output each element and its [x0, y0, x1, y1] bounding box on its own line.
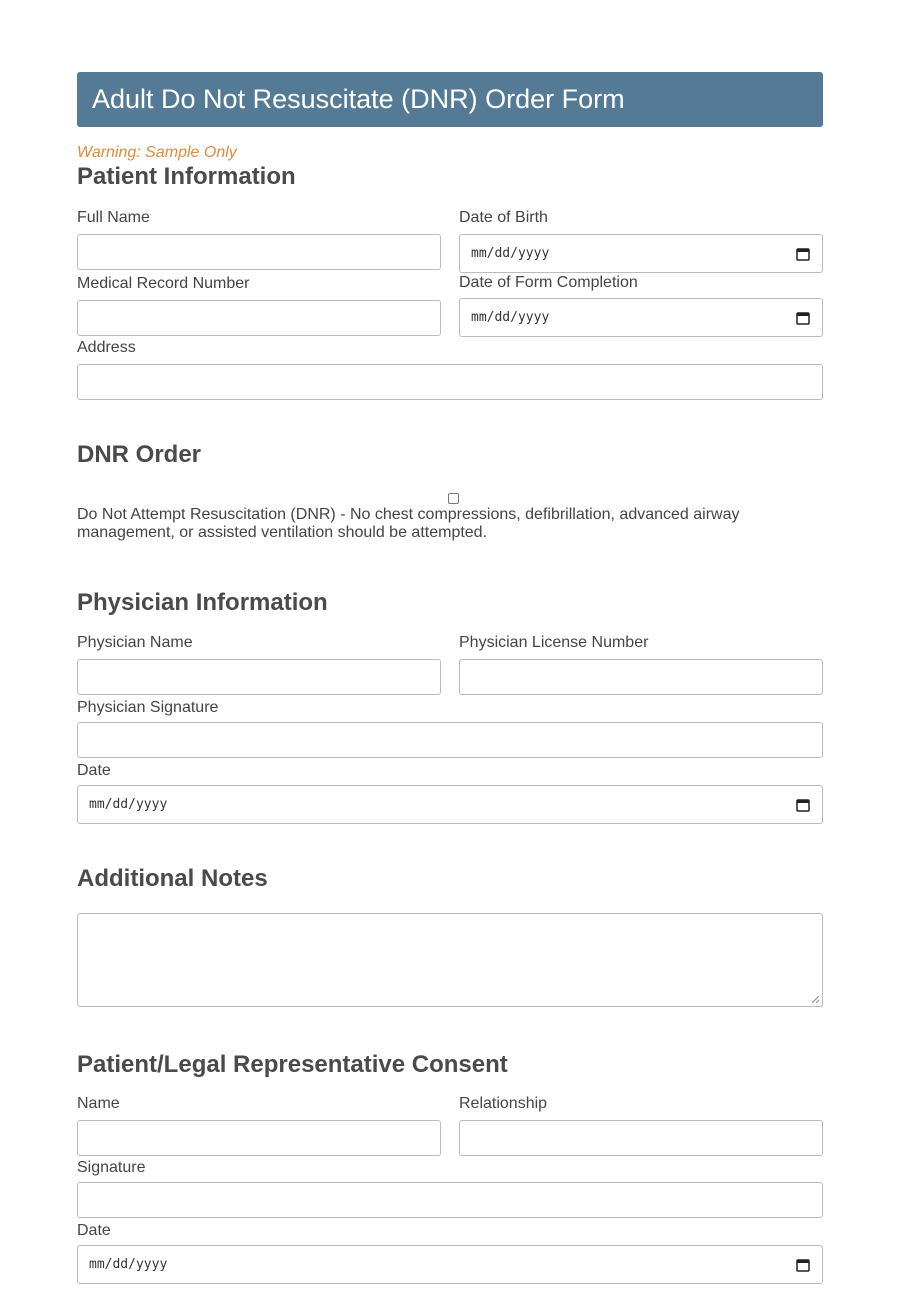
dnr-form: [77, 72, 823, 1284]
calendar-icon[interactable]: [796, 1258, 810, 1272]
consent-signature-input[interactable]: [77, 1182, 823, 1218]
full-name-input[interactable]: [77, 234, 441, 270]
dnr-description: Do Not Attempt Resuscitation (DNR) - No chest compressions, defibrillation, advanced airway management, or assisted ventilation should be attempted.: [77, 506, 740, 541]
mrn-label: Medical Record Number: [77, 275, 250, 292]
resize-handle-icon[interactable]: [811, 995, 820, 1004]
calendar-icon[interactable]: [796, 247, 810, 261]
consent-date-input[interactable]: [77, 1245, 823, 1284]
physician-date-input[interactable]: [77, 785, 823, 824]
physician-signature-label: Physician Signature: [77, 699, 219, 716]
notes-textarea[interactable]: [77, 913, 823, 1007]
dob-label: Date of Birth: [459, 209, 548, 226]
dob-date-input[interactable]: [459, 234, 823, 273]
dob-placeholder: mm/dd/yyyy: [471, 246, 550, 261]
calendar-icon[interactable]: [796, 798, 810, 812]
completion-date-label: Date of Form Completion: [459, 274, 638, 291]
dnr-checkbox[interactable]: [448, 493, 459, 504]
full-name-label: Full Name: [77, 209, 150, 226]
form-title: Adult Do Not Resuscitate (DNR) Order Form: [92, 84, 625, 114]
consent-date-placeholder: mm/dd/yyyy: [89, 1257, 168, 1272]
physician-date-placeholder: mm/dd/yyyy: [89, 797, 168, 812]
calendar-icon[interactable]: [796, 311, 810, 325]
completion-date-input[interactable]: [459, 298, 823, 337]
physician-license-input[interactable]: [459, 659, 823, 695]
relationship-label: Relationship: [459, 1095, 548, 1112]
physician-section-heading: Physician Information: [77, 589, 328, 616]
consent-date-label: Date: [77, 1222, 111, 1239]
consent-section-heading: Patient/Legal Representative Consent: [77, 1051, 508, 1078]
dnr-section-heading: DNR Order: [77, 441, 202, 468]
consent-name-input[interactable]: [77, 1120, 441, 1156]
patient-section-heading: Patient Information: [77, 163, 296, 190]
sample-warning: Warning: Sample Only: [77, 144, 237, 161]
consent-name-label: Name: [77, 1095, 120, 1112]
physician-date-label: Date: [77, 762, 111, 779]
form-title-banner: [77, 72, 823, 127]
physician-name-label: Physician Name: [77, 634, 193, 651]
address-label: Address: [77, 339, 136, 356]
mrn-input[interactable]: [77, 300, 441, 336]
physician-name-input[interactable]: [77, 659, 441, 695]
physician-signature-input[interactable]: [77, 722, 823, 758]
address-input[interactable]: [77, 364, 823, 400]
completion-date-placeholder: mm/dd/yyyy: [471, 310, 550, 325]
physician-license-label: Physician License Number: [459, 634, 649, 651]
relationship-input[interactable]: [459, 1120, 823, 1156]
consent-signature-label: Signature: [77, 1159, 146, 1176]
notes-section-heading: Additional Notes: [77, 865, 268, 892]
